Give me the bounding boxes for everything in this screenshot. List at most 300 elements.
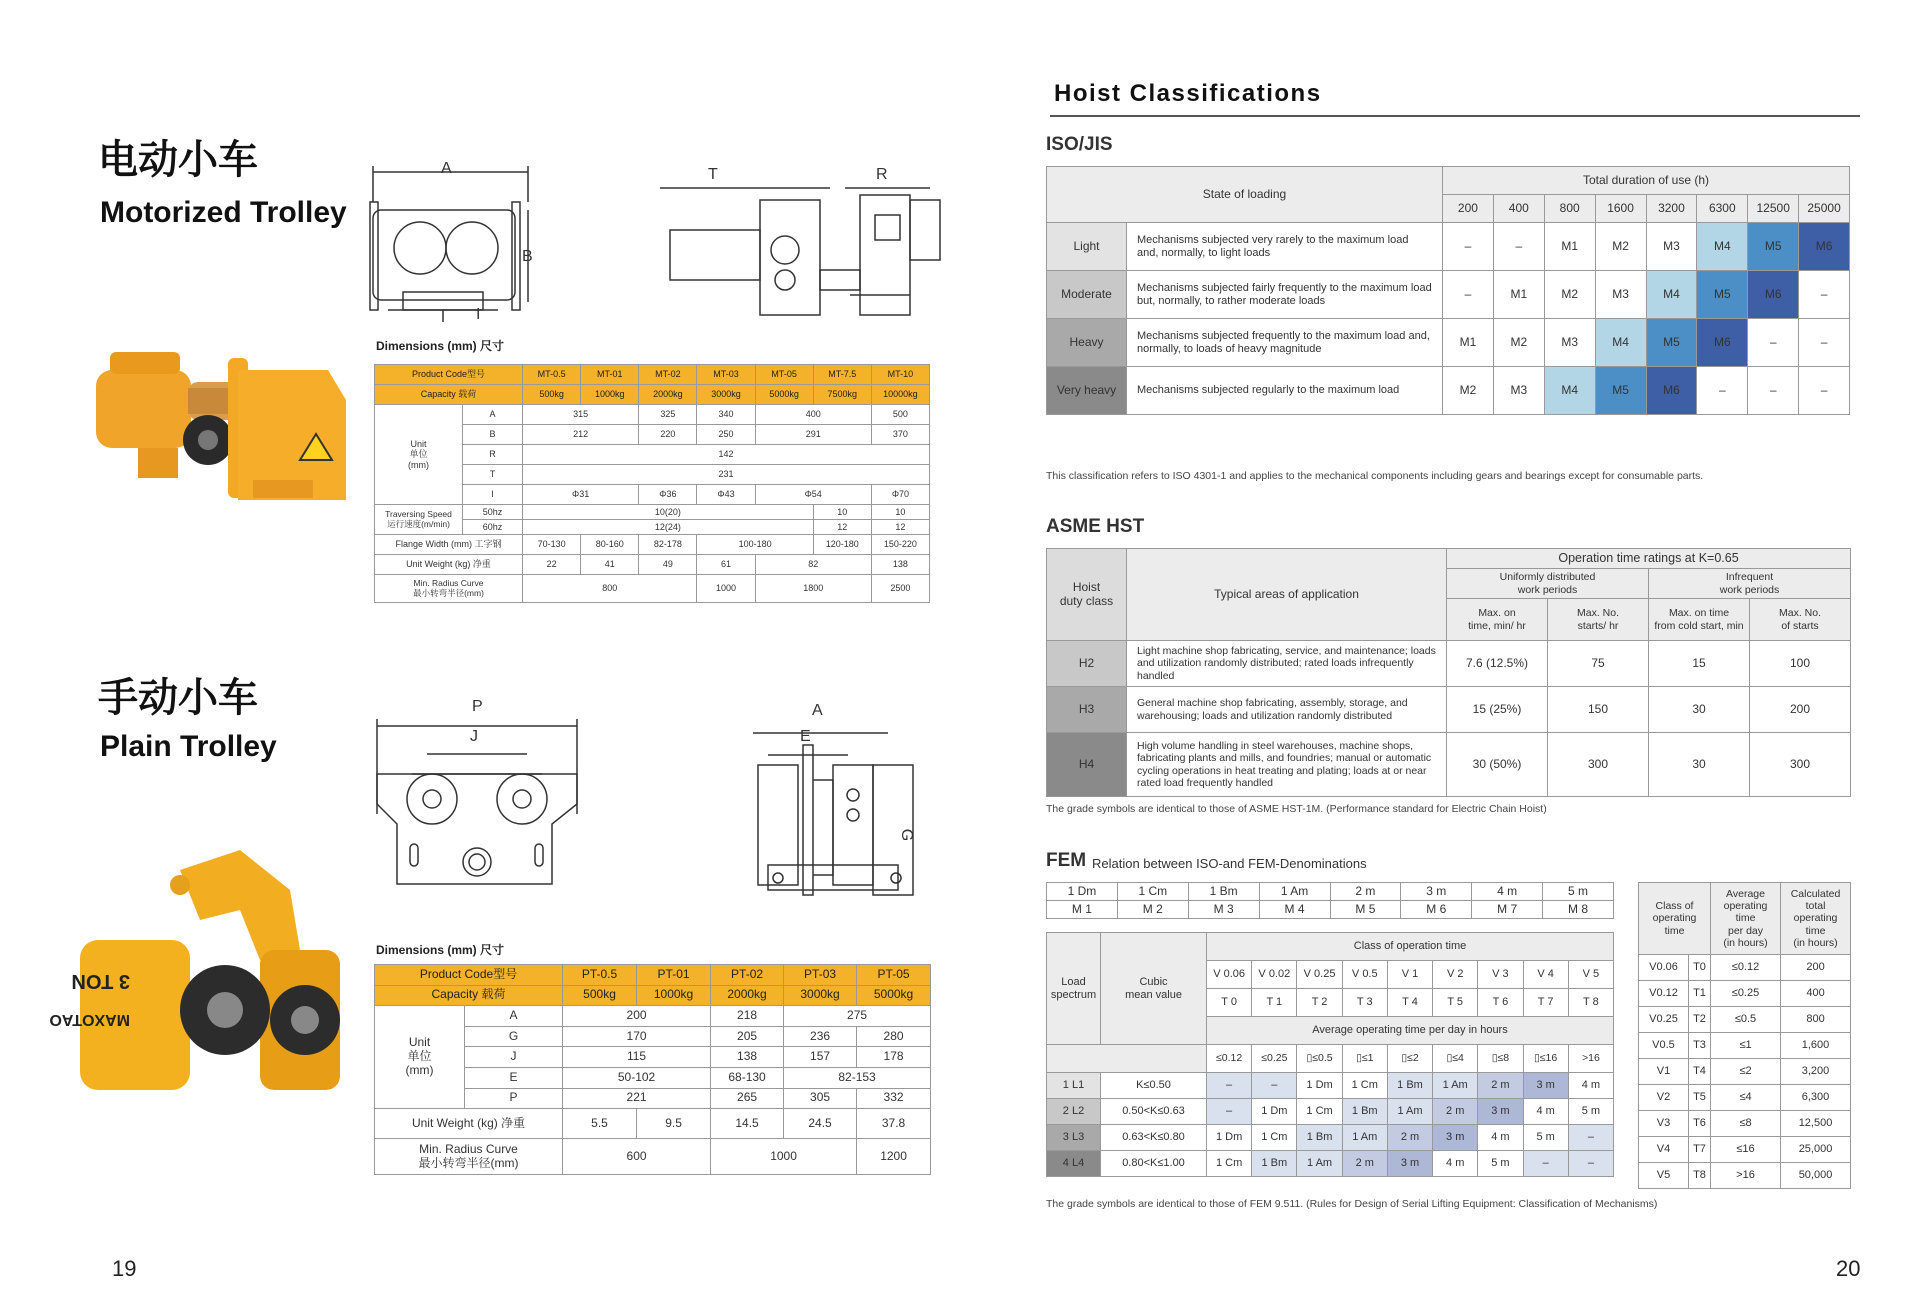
fem-cell: 1 Cm [1342, 1073, 1387, 1099]
fem-cell: – [1568, 1151, 1613, 1177]
cls-row [1639, 1163, 1851, 1189]
fem-cell: 1 Bm [1297, 1125, 1342, 1151]
iso-class-cell: M4 [1646, 271, 1697, 319]
cls-cell: V2 [1639, 1085, 1689, 1111]
iso-class-cell: M4 [1697, 223, 1748, 271]
pt-cap: 500kg [563, 985, 637, 1006]
pt-cell: 275 [784, 1006, 931, 1027]
mt-cap: 5000kg [755, 385, 813, 405]
cls-cell: T0 [1689, 955, 1711, 981]
mt-dim: I [463, 485, 523, 505]
pt-cap: 1000kg [637, 985, 711, 1006]
mt-cell: 315 [523, 405, 639, 425]
iso-row [1047, 223, 1850, 271]
fem-cell: 1 Am [1342, 1125, 1387, 1151]
fem-cell: 4 m [1478, 1125, 1523, 1151]
iso-class-cell: – [1748, 319, 1799, 367]
mt-cell: 325 [639, 405, 697, 425]
fem-cell: – [1523, 1151, 1568, 1177]
fem-denomination: 1 Cm [1117, 883, 1188, 901]
iso-class-cell: M5 [1646, 319, 1697, 367]
cls-cell: T2 [1689, 1007, 1711, 1033]
mt-code: MT-02 [639, 365, 697, 385]
v-class: V 1 [1387, 961, 1432, 989]
iso-class-cell: M1 [1443, 319, 1494, 367]
t-class: T 4 [1387, 989, 1432, 1017]
pt-dim: J [465, 1047, 563, 1068]
mt-cell: 370 [871, 425, 929, 445]
asme-col2: Max. No. starts/ hr [1548, 599, 1649, 641]
asme-table [1046, 548, 1851, 797]
mt-cell: 22 [523, 555, 581, 575]
iso-heading: ISO/JIS [1046, 134, 1113, 155]
mt-cell: 80-160 [581, 535, 639, 555]
pt-cell: 37.8 [857, 1109, 931, 1139]
duty-desc: General machine shop fabricating, assembly, storage, and warehousing; loads and utilization randomly distributed [1127, 687, 1447, 733]
fem-cell: 1 Am [1297, 1151, 1342, 1177]
plain-title-cn: 手动小车 [98, 675, 258, 721]
iso-table [1046, 166, 1850, 415]
iso-denomination: M 5 [1330, 901, 1401, 919]
mt-cell: 61 [697, 555, 755, 575]
pt-cap-label: Capacity 载荷 [375, 985, 563, 1006]
cls-cell: V0.5 [1639, 1033, 1689, 1059]
load-spectrum: 3 L3 [1047, 1125, 1101, 1151]
iso-hours-cell: 1600 [1595, 195, 1646, 223]
mt-hz: 60hz [463, 520, 523, 535]
fem-cell: 1 Am [1433, 1073, 1478, 1099]
mt-weight-label: Unit Weight (kg) 净重 [375, 555, 523, 575]
loading-state-name: Heavy [1047, 319, 1127, 367]
fem-cell: 1 Bm [1252, 1151, 1297, 1177]
dim-label-e: E [800, 728, 811, 745]
loading-state-name: Moderate [1047, 271, 1127, 319]
fem-cell: 5 m [1523, 1125, 1568, 1151]
pt-code: PT-01 [637, 965, 711, 986]
fem-relation-table [1046, 882, 1614, 919]
cls-cell: 200 [1781, 955, 1851, 981]
pt-code: PT-02 [711, 965, 784, 986]
cls-cell: 3,200 [1781, 1059, 1851, 1085]
avg-op-label: Average operating time per day in hours [1207, 1017, 1614, 1045]
iso-class-cell: M3 [1595, 271, 1646, 319]
iso-hours-cell: 12500 [1748, 195, 1799, 223]
mt-cell: 12 [813, 520, 871, 535]
iso-denomination: M 6 [1401, 901, 1472, 919]
fem-cell: 3 m [1387, 1151, 1432, 1177]
mt-cell: 340 [697, 405, 755, 425]
pt-weight-label: Unit Weight (kg) 净重 [375, 1109, 563, 1139]
mt-cell: 291 [755, 425, 871, 445]
fem-denomination: 3 m [1401, 883, 1472, 901]
cls-h2: Average operating time per day (in hours) [1711, 883, 1781, 955]
cls-cell: V4 [1639, 1137, 1689, 1163]
fem-cell: 3 m [1523, 1073, 1568, 1099]
iso-class-cell: – [1799, 367, 1850, 415]
pt-cell: 50-102 [563, 1067, 711, 1088]
t-class: T 8 [1568, 989, 1613, 1017]
class-op-label: Class of operation time [1207, 933, 1614, 961]
pt-cell: 236 [784, 1026, 857, 1047]
pt-cell: 14.5 [711, 1109, 784, 1139]
title-rule [1050, 115, 1860, 117]
cls-cell: ≤0.12 [1711, 955, 1781, 981]
mt-code: MT-05 [755, 365, 813, 385]
iso-class-cell: – [1697, 367, 1748, 415]
mt-code: MT-0.5 [523, 365, 581, 385]
cls-cell: 400 [1781, 981, 1851, 1007]
dim-label-a2: A [812, 702, 823, 719]
fem-cell: 5 m [1478, 1151, 1523, 1177]
mt-unit-label: Unit 单位 (mm) [375, 405, 463, 505]
mt-cell: 1000 [697, 575, 755, 603]
mt-cap: 2000kg [639, 385, 697, 405]
iso-hours-cell: 6300 [1697, 195, 1748, 223]
pt-cell: 170 [563, 1026, 711, 1047]
asme-value: 30 (50%) [1447, 733, 1548, 797]
fem-cell: 1 Bm [1387, 1073, 1432, 1099]
state-label: State of loading [1047, 167, 1443, 223]
mt-code: MT-01 [581, 365, 639, 385]
fem-row [1047, 1125, 1614, 1151]
fem-cell: 2 m [1387, 1125, 1432, 1151]
mt-cell: Φ36 [639, 485, 697, 505]
mt-code-label: Product Code型号 [375, 365, 523, 385]
asme-col3: Max. on time from cold start, min [1649, 599, 1750, 641]
cls-cell: T8 [1689, 1163, 1711, 1189]
asme-value: 100 [1750, 641, 1851, 687]
v-class: V 0.5 [1342, 961, 1387, 989]
load-spectrum: 4 L4 [1047, 1151, 1101, 1177]
pt-cell: 157 [784, 1047, 857, 1068]
pt-code: PT-0.5 [563, 965, 637, 986]
motorized-trolley-photo [88, 330, 358, 530]
fem-cell: 1 Bm [1342, 1099, 1387, 1125]
asme-value: 30 [1649, 733, 1750, 797]
iso-row [1047, 367, 1850, 415]
iso-class-cell: – [1443, 271, 1494, 319]
asme-value: 15 (25%) [1447, 687, 1548, 733]
duty-class-label: Hoist duty class [1047, 549, 1127, 641]
iso-class-cell: M2 [1443, 367, 1494, 415]
page-number-left: 19 [112, 1256, 137, 1281]
cls-cell: T4 [1689, 1059, 1711, 1085]
asme-col1: Max. on time, min/ hr [1447, 599, 1548, 641]
iso-class-cell: M2 [1493, 319, 1544, 367]
loading-state-desc: Mechanisms subjected very rarely to the maximum load and, normally, to light loads [1127, 223, 1443, 271]
mt-cell: 120-180 [813, 535, 871, 555]
asme-value: 200 [1750, 687, 1851, 733]
motorized-title-cn: 电动小车 [98, 137, 258, 183]
iso-hours-cell: 3200 [1646, 195, 1697, 223]
cls-cell: 6,300 [1781, 1085, 1851, 1111]
asme-value: 300 [1750, 733, 1851, 797]
fem-class-table [1046, 932, 1614, 1177]
photo-brand-text: MAXOTAO [49, 1011, 130, 1028]
pt-cell: 9.5 [637, 1109, 711, 1139]
cls-cell: ≤2 [1711, 1059, 1781, 1085]
mt-flange-label: Flange Width (mm) 工字钢 [375, 535, 523, 555]
load-spectrum: 2 L2 [1047, 1099, 1101, 1125]
fem-cell: 1 Dm [1297, 1073, 1342, 1099]
pt-cell: 138 [711, 1047, 784, 1068]
loading-state-desc: Mechanisms subjected frequently to the maximum load and, normally, to loads of heavy magnitude [1127, 319, 1443, 367]
iso-class-cell: M5 [1595, 367, 1646, 415]
mt-cell: 12 [871, 520, 929, 535]
pt-radius-label: Min. Radius Curve 最小转弯半径(mm) [375, 1139, 563, 1175]
mt-cell: 2500 [871, 575, 929, 603]
cls-row [1639, 1033, 1851, 1059]
t-class: T 3 [1342, 989, 1387, 1017]
cls-cell: ≤0.5 [1711, 1007, 1781, 1033]
iso-row [1047, 271, 1850, 319]
asme-value: 300 [1548, 733, 1649, 797]
cls-cell: 1,600 [1781, 1033, 1851, 1059]
cls-cell: V5 [1639, 1163, 1689, 1189]
cubic-mean-label: Cubic mean value [1101, 933, 1207, 1045]
mt-cell: 400 [755, 405, 871, 425]
pt-cell: 305 [784, 1088, 857, 1109]
mt-cell: Φ31 [523, 485, 639, 505]
iso-denomination: M 2 [1117, 901, 1188, 919]
iso-denomination: M 8 [1543, 901, 1614, 919]
loading-state-name: Light [1047, 223, 1127, 271]
fem-cell: 4 m [1568, 1073, 1613, 1099]
fem-cell: 3 m [1478, 1099, 1523, 1125]
mt-code: MT-03 [697, 365, 755, 385]
mt-cell: Φ54 [755, 485, 871, 505]
mt-cell: 82-178 [639, 535, 697, 555]
mt-cell: 1800 [755, 575, 871, 603]
fem-cell: – [1207, 1073, 1252, 1099]
pt-code: PT-03 [784, 965, 857, 986]
fem-cell: 1 Cm [1297, 1099, 1342, 1125]
motorized-front-diagram [368, 162, 548, 330]
iso-denomination: M 3 [1188, 901, 1259, 919]
asme-row [1047, 687, 1851, 733]
t-class: T 1 [1252, 989, 1297, 1017]
mt-cell: Φ70 [871, 485, 929, 505]
photo-ton-text: 3 TON [71, 970, 130, 992]
cls-row [1639, 1059, 1851, 1085]
cls-cell: V0.12 [1639, 981, 1689, 1007]
asme-value: 7.6 (12.5%) [1447, 641, 1548, 687]
fem-cell: – [1252, 1073, 1297, 1099]
mt-cell: 82 [755, 555, 871, 575]
pt-cell: 332 [857, 1088, 931, 1109]
cls-cell: T1 [1689, 981, 1711, 1007]
cls-cell: ≤0.25 [1711, 981, 1781, 1007]
mt-cell: 800 [523, 575, 697, 603]
iso-class-cell: – [1443, 223, 1494, 271]
mt-cell: 10(20) [523, 505, 814, 520]
loading-state-name: Very heavy [1047, 367, 1127, 415]
iso-class-cell: M1 [1544, 223, 1595, 271]
avg-hours: ▯≤0.5 [1297, 1045, 1342, 1073]
iso-class-cell: M4 [1595, 319, 1646, 367]
avg-hours: ≤0.25 [1252, 1045, 1297, 1073]
avg-hours: ▯≤2 [1387, 1045, 1432, 1073]
mt-cell: 500 [871, 405, 929, 425]
pt-cap: 5000kg [857, 985, 931, 1006]
cls-cell: V1 [1639, 1059, 1689, 1085]
pt-cell: 265 [711, 1088, 784, 1109]
iso-class-cell: – [1799, 319, 1850, 367]
mt-cell: 41 [581, 555, 639, 575]
fem-denomination: 1 Bm [1188, 883, 1259, 901]
pt-dim: P [465, 1088, 563, 1109]
pt-dim: G [465, 1026, 563, 1047]
mt-hz: 50hz [463, 505, 523, 520]
fem-cell: 3 m [1433, 1125, 1478, 1151]
fem-cell: – [1207, 1099, 1252, 1125]
cls-cell: >16 [1711, 1163, 1781, 1189]
cls-h1: Class of operating time [1639, 883, 1711, 955]
pt-dim: A [465, 1006, 563, 1027]
iso-class-cell: M2 [1595, 223, 1646, 271]
plain-trolley-photo [49, 850, 360, 1110]
iso-class-cell: – [1493, 223, 1544, 271]
fem-cell: – [1568, 1125, 1613, 1151]
mt-cell: Φ43 [697, 485, 755, 505]
fem-cell: 1 Cm [1207, 1151, 1252, 1177]
fem-subheading: Relation between ISO-and FEM-Denominations [1092, 856, 1367, 871]
dim-label-p: P [472, 698, 483, 715]
mt-cell: 138 [871, 555, 929, 575]
dim-label-j: J [470, 728, 478, 745]
fem-denomination: 1 Am [1259, 883, 1330, 901]
iso-note: This classification refers to ISO 4301-1 and applies to the mechanical components including gears and bearings except for consumable parts. [1046, 470, 1704, 482]
iso-hours-cell: 200 [1443, 195, 1494, 223]
cls-cell: V0.06 [1639, 955, 1689, 981]
cls-cell: 50,000 [1781, 1163, 1851, 1189]
fem-row [1047, 1099, 1614, 1125]
duty-class: H2 [1047, 641, 1127, 687]
mt-cell: 100-180 [697, 535, 813, 555]
iso-denomination: M 1 [1047, 901, 1118, 919]
mt-cap: 7500kg [813, 385, 871, 405]
mt-code: MT-10 [871, 365, 929, 385]
avg-hours: ▯≤8 [1478, 1045, 1523, 1073]
fem-row [1047, 1073, 1614, 1099]
cls-cell: ≤4 [1711, 1085, 1781, 1111]
mt-cap: 3000kg [697, 385, 755, 405]
cls-cell: V0.25 [1639, 1007, 1689, 1033]
fem-denomination: 5 m [1543, 883, 1614, 901]
asme-note: The grade symbols are identical to those of ASME HST-1M. (Performance standard for Electric Chain Hoist) [1046, 803, 1547, 815]
v-class: V 2 [1433, 961, 1478, 989]
page-number-right: 20 [1836, 1256, 1861, 1281]
asme-col4: Max. No. of starts [1750, 599, 1851, 641]
avg-hours: ▯≤16 [1523, 1045, 1568, 1073]
motorized-title-en: Motorized Trolley [100, 196, 347, 229]
pt-cell: 68-130 [711, 1067, 784, 1088]
iso-class-cell: M3 [1544, 319, 1595, 367]
dim-label-g: G [898, 828, 916, 842]
dim-label-i: I [476, 306, 481, 323]
iso-class-cell: M5 [1748, 223, 1799, 271]
infrequent-label: Infrequent work periods [1649, 569, 1851, 599]
pt-cell: 24.5 [784, 1109, 857, 1139]
cubic-mean: 0.50<K≤0.63 [1101, 1099, 1207, 1125]
fem-cell: 1 Cm [1252, 1125, 1297, 1151]
iso-class-cell: M5 [1697, 271, 1748, 319]
fem-denomination: 4 m [1472, 883, 1543, 901]
uniform-label: Uniformly distributed work periods [1447, 569, 1649, 599]
pt-cell: 218 [711, 1006, 784, 1027]
fem-cell: 2 m [1478, 1073, 1523, 1099]
asme-heading: ASME HST [1046, 516, 1145, 537]
iso-class-cell: M2 [1544, 271, 1595, 319]
pt-cell: 1200 [857, 1139, 931, 1175]
t-class: T 0 [1207, 989, 1252, 1017]
areas-label: Typical areas of application [1127, 549, 1447, 641]
cls-row [1639, 955, 1851, 981]
mt-cap-label: Capacity 载荷 [375, 385, 523, 405]
duty-class: H3 [1047, 687, 1127, 733]
mt-cell: 12(24) [523, 520, 814, 535]
mt-cell: 10 [813, 505, 871, 520]
pt-cell: 178 [857, 1047, 931, 1068]
dim-label-t: T [708, 166, 718, 183]
fem-cell: 4 m [1433, 1151, 1478, 1177]
dim-label-b: B [522, 248, 533, 265]
cls-cell: T7 [1689, 1137, 1711, 1163]
motorized-side-diagram [650, 180, 950, 330]
iso-hours-cell: 25000 [1799, 195, 1850, 223]
cls-cell: T5 [1689, 1085, 1711, 1111]
plain-title-en: Plain Trolley [100, 730, 277, 763]
asme-row [1047, 641, 1851, 687]
asme-value: 30 [1649, 687, 1750, 733]
iso-denomination: M 7 [1472, 901, 1543, 919]
mt-radius-label: Min. Radius Curve 最小转弯半径(mm) [375, 575, 523, 603]
cls-row [1639, 1111, 1851, 1137]
pt-cell: 280 [857, 1026, 931, 1047]
cubic-mean: 0.80<K≤1.00 [1101, 1151, 1207, 1177]
iso-class-cell: – [1748, 367, 1799, 415]
cls-cell: ≤8 [1711, 1111, 1781, 1137]
avg-hours: ≤0.12 [1207, 1045, 1252, 1073]
iso-row [1047, 319, 1850, 367]
pt-cell: 205 [711, 1026, 784, 1047]
mt-cell: 150-220 [871, 535, 929, 555]
iso-class-cell: M4 [1544, 367, 1595, 415]
mt-dimensions-label: Dimensions (mm) 尺寸 [376, 339, 505, 353]
avg-hours: ▯≤4 [1433, 1045, 1478, 1073]
t-class: T 5 [1433, 989, 1478, 1017]
v-class: V 0.25 [1297, 961, 1342, 989]
v-class: V 0.06 [1207, 961, 1252, 989]
load-spectrum-label: Load spectrum [1047, 933, 1101, 1045]
v-class: V 0.02 [1252, 961, 1297, 989]
mt-dim: B [463, 425, 523, 445]
cls-row [1639, 1085, 1851, 1111]
mt-dim: T [463, 465, 523, 485]
mt-speed-label: Traversing Speed 运行速度(m/min) [375, 505, 463, 535]
mt-cap: 1000kg [581, 385, 639, 405]
fem-cell: 2 m [1342, 1151, 1387, 1177]
hoist-classifications-title: Hoist Classifications [1054, 80, 1322, 107]
cls-cell: ≤16 [1711, 1137, 1781, 1163]
mt-cell: 212 [523, 425, 639, 445]
pt-cell: 221 [563, 1088, 711, 1109]
operating-time-class-table [1638, 882, 1851, 1189]
cls-row [1639, 981, 1851, 1007]
plain-side-diagram [748, 725, 928, 905]
mt-dim: A [463, 405, 523, 425]
iso-class-cell: M1 [1493, 271, 1544, 319]
